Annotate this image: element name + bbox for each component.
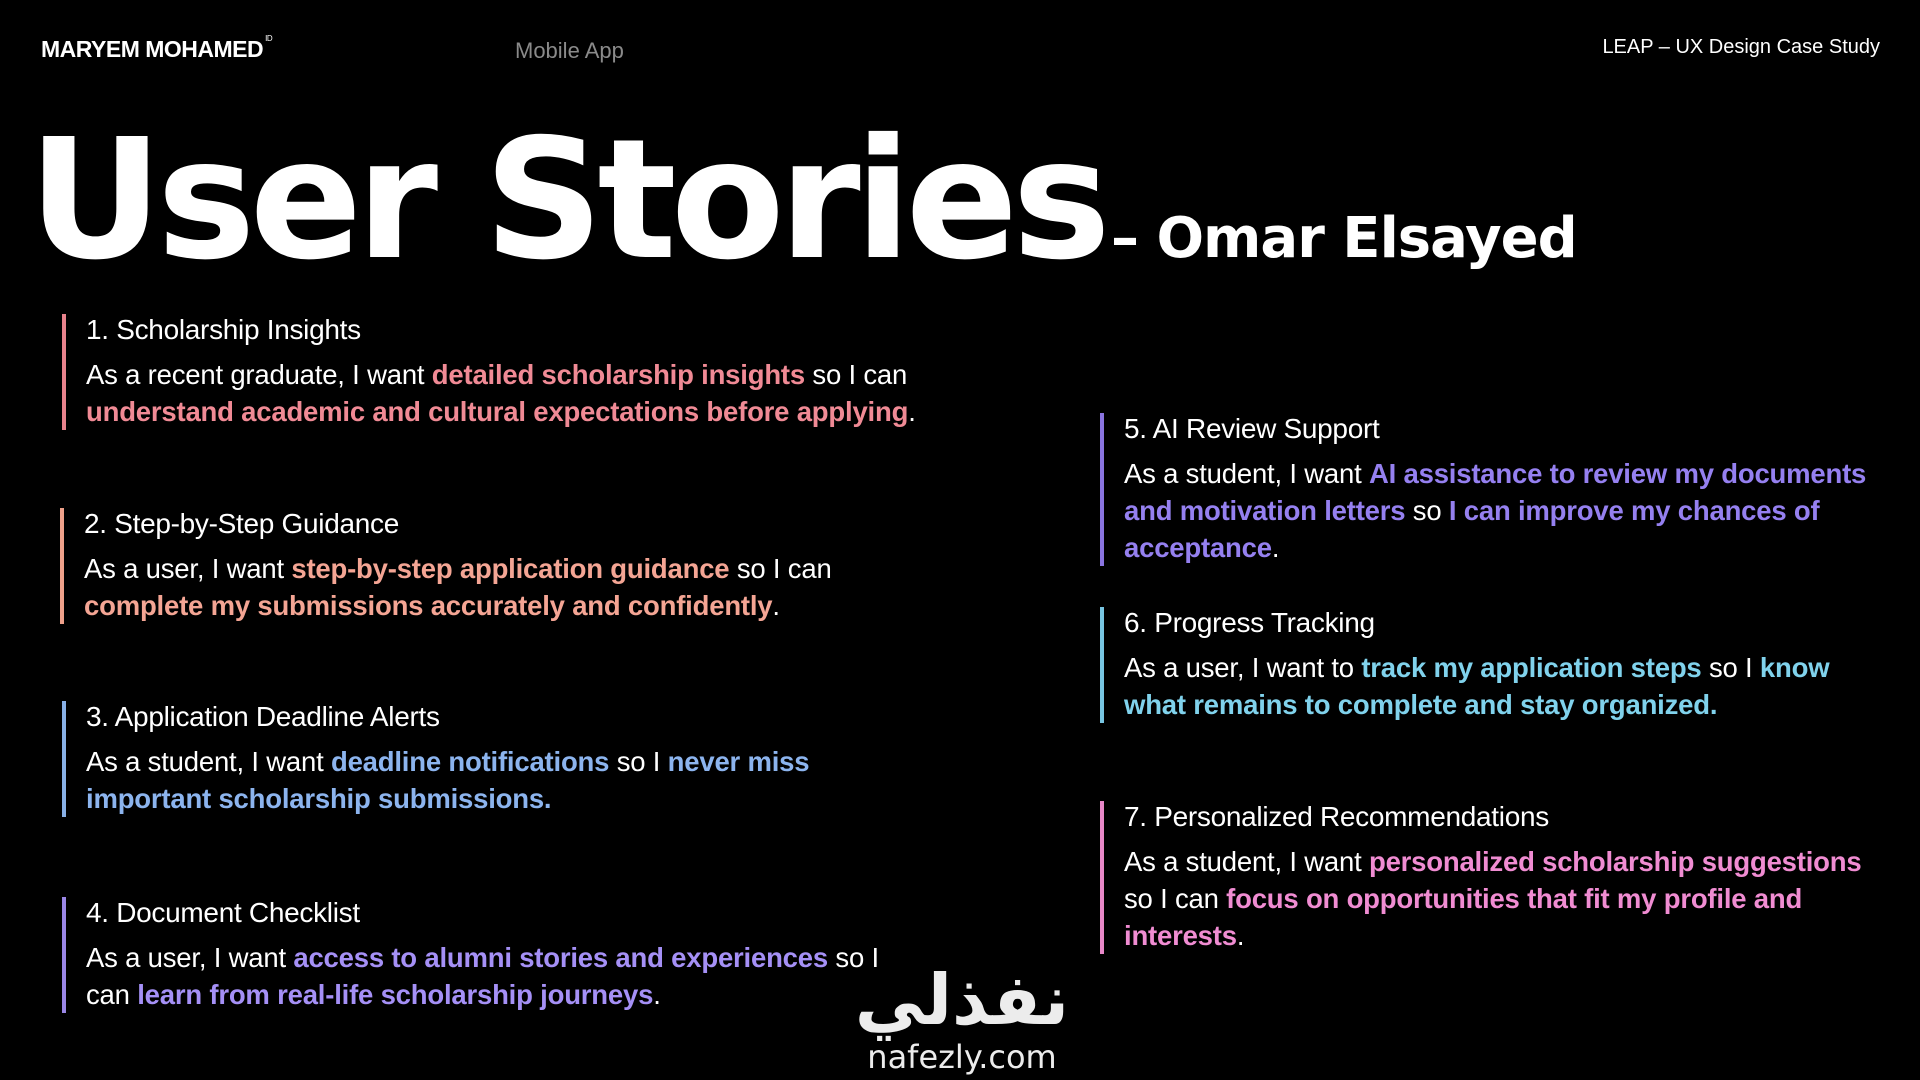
story-highlight: learn from real-life scholarship journeys (137, 979, 654, 1010)
story-body (86, 743, 922, 817)
watermark-url: nafezly.com (867, 1038, 1057, 1076)
story-text: As a recent graduate, I want (86, 359, 432, 390)
story-text: As a user, I want (86, 942, 294, 973)
story-text: so I (609, 746, 668, 777)
story-highlight: track my application steps (1361, 652, 1702, 683)
story-text: so I can (1124, 883, 1227, 914)
story-body (86, 939, 922, 1013)
story-text: As a student, I want (1124, 458, 1369, 489)
brand-name: MARYEM MOHAMED (41, 36, 264, 62)
story-body (1124, 455, 1880, 566)
user-story-card (62, 314, 922, 430)
brand-mark: ID (265, 34, 273, 43)
story-text: . (1236, 920, 1245, 951)
user-story-card (1100, 607, 1880, 723)
story-heading: 7. Personalized Recommendations (1124, 801, 1549, 832)
story-text: As a user, I want (84, 553, 292, 584)
story-highlight: know what remains to complete and stay organized. (1124, 652, 1830, 720)
story-text: . (1271, 532, 1280, 563)
case-study-label: LEAP – UX Design Case Study (1602, 36, 1880, 58)
story-highlight: access to alumni stories and experiences (293, 942, 828, 973)
story-highlight: focus on opportunities that fit my profile and interests (1124, 883, 1803, 951)
story-body (86, 356, 922, 430)
story-highlight: detailed scholarship insights (431, 359, 805, 390)
story-text: As a student, I want (1124, 846, 1369, 877)
story-highlight: AI assistance to review my documents and motivation letters (1124, 458, 1867, 526)
story-body (84, 550, 920, 624)
page-title-group (28, 104, 1577, 297)
watermark (852, 959, 1072, 1076)
story-heading: 6. Progress Tracking (1124, 607, 1375, 638)
story-text: so I (1701, 652, 1760, 683)
story-heading: 3. Application Deadline Alerts (86, 701, 440, 732)
story-text: so I can (804, 359, 908, 390)
story-highlight: understand academic and cultural expectations before applying (86, 396, 909, 427)
story-text: . (653, 979, 661, 1010)
story-text: . (908, 396, 916, 427)
story-heading: 1. Scholarship Insights (86, 314, 361, 345)
page-subtitle: – Omar Elsayed (1110, 206, 1577, 271)
story-heading: 4. Document Checklist (86, 897, 360, 928)
page-title: User Stories (28, 104, 1105, 297)
story-highlight: I can improve my chances of acceptance (1124, 495, 1820, 563)
user-story-card (1100, 801, 1880, 954)
category-label: Mobile App (515, 38, 624, 63)
story-highlight: deadline notifications (330, 746, 610, 777)
story-text: so I can (729, 553, 832, 584)
watermark-arabic: نفذلي (854, 959, 1070, 1041)
story-highlight: step-by-step application guidance (291, 553, 730, 584)
user-story-card (60, 508, 920, 624)
story-text: so (1405, 495, 1449, 526)
story-body (1124, 649, 1880, 723)
story-heading: 5. AI Review Support (1124, 413, 1380, 444)
story-text: As a student, I want (86, 746, 331, 777)
story-body (1124, 843, 1880, 954)
story-text: so I can (86, 942, 879, 1010)
story-text: As a user, I want to (1124, 652, 1362, 683)
story-highlight: complete my submissions accurately and confidently (84, 590, 773, 621)
story-highlight: never miss important scholarship submissions. (86, 746, 810, 814)
user-story-card (1100, 413, 1880, 566)
story-heading: 2. Step-by-Step Guidance (84, 508, 399, 539)
brand-logo (41, 36, 272, 63)
story-text: . (772, 590, 780, 621)
story-highlight: personalized scholarship suggestions (1368, 846, 1862, 877)
user-story-card (62, 701, 922, 817)
user-story-card (62, 897, 922, 1013)
